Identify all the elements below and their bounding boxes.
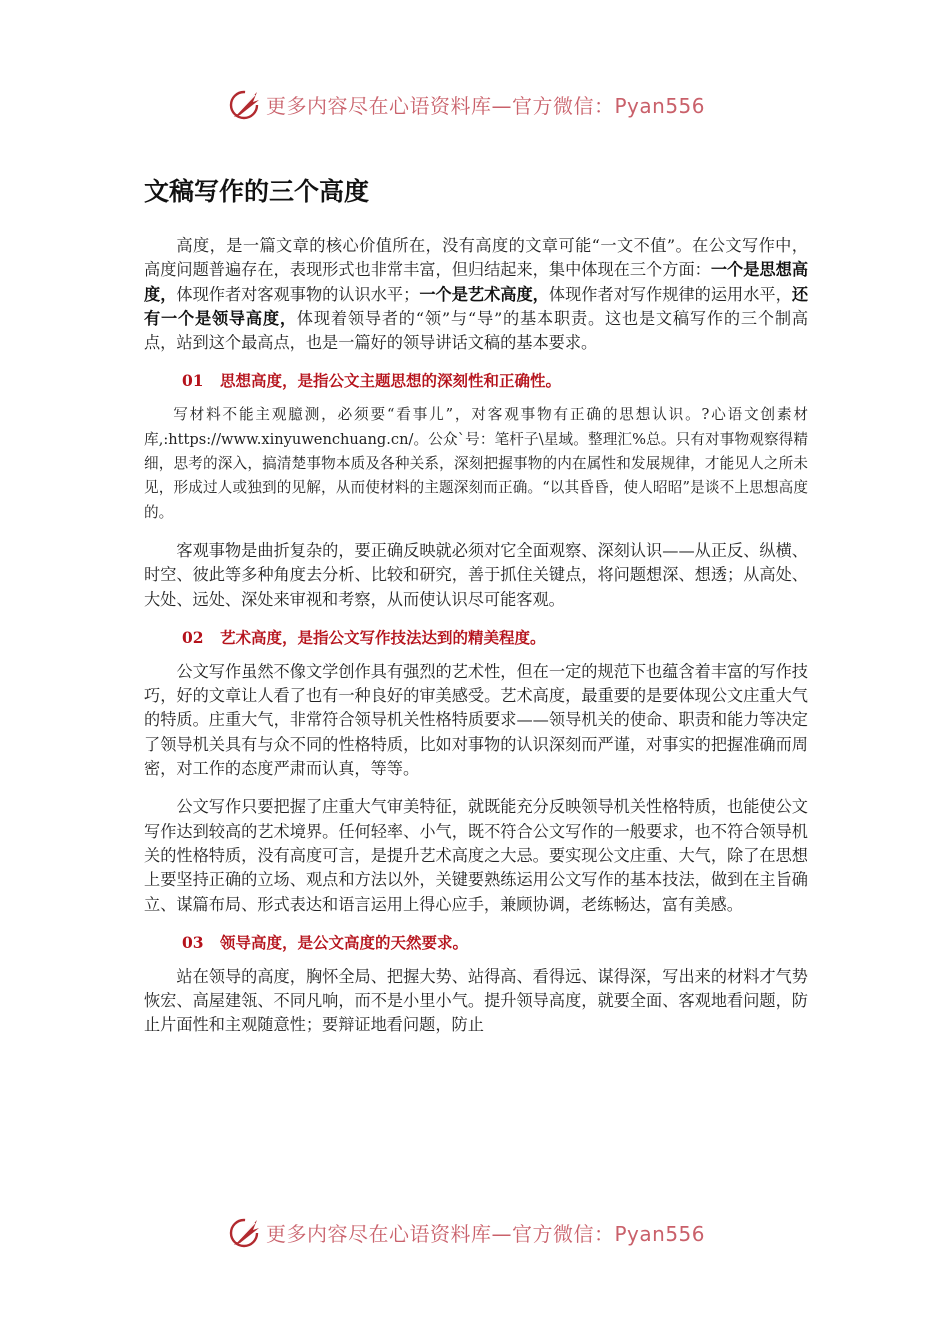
footer-banner-text: 更多内容尽在心语资料库—官方微信：Pyan556	[266, 1221, 706, 1246]
section-number: 01	[182, 371, 204, 391]
document-title: 文稿写作的三个高度	[144, 177, 370, 206]
section-heading-text: 领导高度，是公文高度的天然要求。	[220, 932, 469, 952]
footer-banner	[228, 1212, 748, 1252]
section-heading-text: 艺术高度，是指公文写作技法达到的精美程度。	[220, 627, 546, 647]
header-banner	[228, 84, 748, 124]
section-number: 03	[182, 932, 204, 952]
section-heading-2	[144, 626, 808, 650]
body-paragraph: 站在领导的高度，胸怀全局、把握大势、站得高、看得远、谋得深，写出来的材料才气势恢宏、高屋建瓴、不同凡响，而不是小里小气。提升领导高度，就要全面、客观地看问题，防止片面性和主观随意性；要辩证地看问题，防止	[144, 966, 808, 1035]
intro-text-3: 体现作者对写作规律的运用水平，	[548, 284, 792, 304]
body-paragraph: 公文写作虽然不像文学创作具有强烈的艺术性，但在一定的规范下也蕴含着丰富的写作技巧，好的文章让人看了也有一种良好的审美感受。艺术高度，最重要的是要体现公文庄重大气的特质。庄重大气，非常符合领导机关性格特质要求——领导机关的使命、职责和能力等决定了领导机关具有与众不同的性格特质，比如对事物的认识深刻而严谨，对事实的把握准确而周密，对工作的态度严肃而认真，等等。	[144, 661, 808, 779]
body-paragraph: 客观事物是曲折复杂的，要正确反映就必须对它全面观察、深刻认识——从正反、纵横、时空、彼此等多种角度去分析、比较和研究，善于抓住关键点，将问题想深、想透；从高处、大处、远处、深处来审视和考察，从而使认识尽可能客观。	[144, 540, 808, 609]
intro-text-4: 体现着领导者的“领”与“导”的基本职责。这也是文稿写作的三个制高点，站到这个最高点，也是一篇好的领导讲话文稿的基本要求。	[144, 308, 809, 353]
quill-logo-icon	[228, 87, 262, 121]
intro-bold-1: 一个是思想高度，	[144, 260, 809, 304]
intro-paragraph	[144, 234, 808, 355]
document-body	[144, 170, 808, 1052]
section-heading-3	[144, 931, 808, 955]
header-banner-text: 更多内容尽在心语资料库—官方微信：Pyan556	[266, 93, 706, 118]
intro-text-1: 高度，是一篇文章的核心价值所在，没有高度的文章可能“一文不值”。在公文写作中，高度问题普遍存在，表现形式也非常丰富，但归结起来，集中体现在三个方面：	[144, 236, 808, 280]
body-paragraph: 写材料不能主观臆测，必须要“看事儿”，对客观事物有正确的思想认识。?心语文创素材库,:https://www.xinyuwenchuang.cn/。公众`号：笔杆子\星域。整理汇%总。只有对事物观察得精细，思考的深入，搞清楚事物本质及各种关系，深刻把握事物的内在属性和发展规律，才能见人之所未见，形成过人或独到的见解，从而使材料的主题深刻而正确。“以其昏昏，使人昭昭”是谈不上思想高度的。	[144, 406, 808, 521]
intro-text-2: 体现作者对客观事物的认识水平；	[176, 284, 420, 304]
section-heading-text: 思想高度，是指公文主题思想的深刻性和正确性。	[220, 371, 562, 391]
section-number: 02	[182, 627, 204, 647]
section-heading-1	[144, 369, 808, 393]
quill-logo-icon	[228, 1215, 262, 1249]
body-paragraph: 公文写作只要把握了庄重大气审美特征，就既能充分反映领导机关性格特质，也能使公文写作达到较高的艺术境界。任何轻率、小气，既不符合公文写作的一般要求，也不符合领导机关的性格特质，没有高度可言，是提升艺术高度之大忌。要实现公文庄重、大气，除了在思想上要坚持正确的立场、观点和方法以外，关键要熟练运用公文写作的基本技法，做到在主旨确立、谋篇布局、形式表达和语言运用上得心应手，兼顾协调，老练畅达，富有美感。	[144, 797, 808, 914]
intro-bold-2: 一个是艺术高度，	[419, 284, 549, 304]
intro-bold-3: 还有一个是领导高度，	[144, 284, 809, 328]
